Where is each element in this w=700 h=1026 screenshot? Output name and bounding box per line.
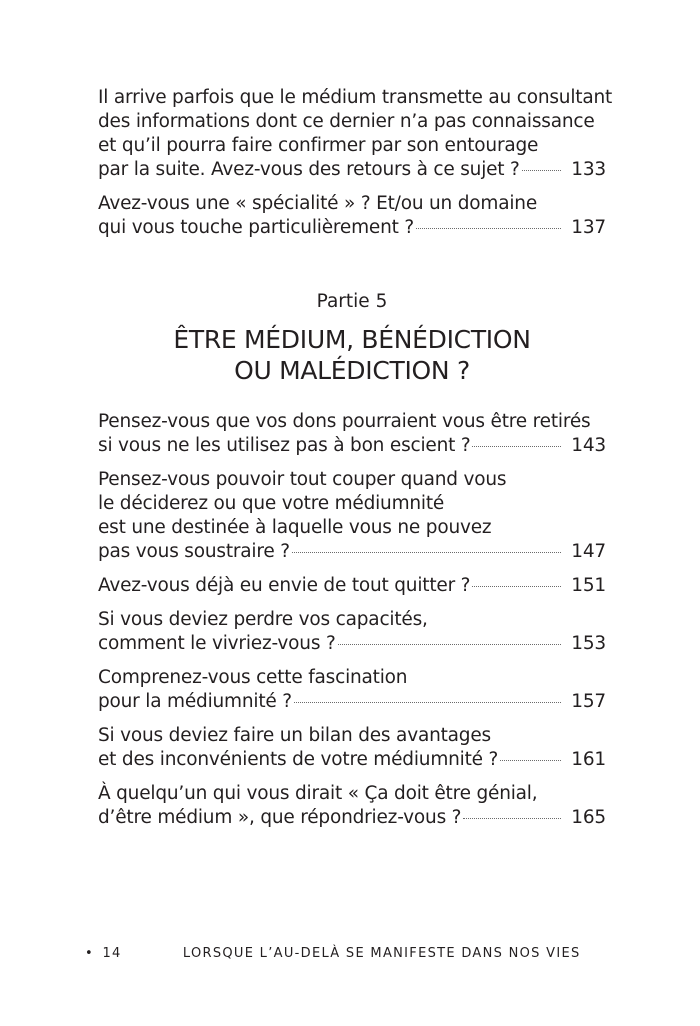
entry-last-line [98, 158, 606, 182]
entry-text-line: par la suite. Avez-vous des retours à ce sujet ? [98, 159, 520, 180]
toc-entry[interactable] [98, 608, 606, 656]
page-number: 143 [571, 435, 606, 456]
entry-text-line: Avez-vous déjà eu envie de tout quitter ? [98, 575, 471, 596]
running-title: LORSQUE L’AU-DELÀ SE MANIFESTE DANS NOS VIES [182, 946, 581, 961]
part-label: Partie 5 [316, 291, 388, 312]
dot-leader [522, 170, 562, 171]
page-footer [85, 946, 581, 961]
entry-text-line: À quelqu’un qui vous dirait « Ça doit être génial, [98, 783, 538, 804]
entry-text-line: Si vous deviez faire un bilan des avantages [98, 725, 491, 746]
toc-entry[interactable] [98, 782, 606, 830]
entry-text-line: le déciderez ou que votre médiumnité [98, 493, 445, 514]
dot-leader [294, 702, 561, 703]
entry-last-line [98, 806, 606, 830]
entry-last-line [98, 690, 606, 714]
entry-text-line: qui vous touche particulièrement ? [98, 217, 414, 238]
entry-text-line: et qu’il pourra faire confirmer par son entourage [98, 135, 539, 156]
entry-last-line [98, 632, 606, 656]
dot-leader [472, 446, 561, 447]
part-title [98, 324, 606, 386]
page-number: 137 [571, 217, 606, 238]
page-number: 165 [571, 807, 606, 828]
entry-text-line: Il arrive parfois que le médium transmette au consultant [98, 87, 613, 108]
page-number: 147 [571, 541, 606, 562]
toc-entry[interactable] [98, 468, 606, 564]
page-number: 157 [571, 691, 606, 712]
toc-entry[interactable] [98, 724, 606, 772]
entry-last-line [98, 434, 606, 458]
footer-page-number: 14 [102, 946, 122, 961]
entry-text-line: et des inconvénients de votre médiumnité ? [98, 749, 499, 770]
toc-entry[interactable] [98, 86, 613, 182]
entry-text-line: Pensez-vous pouvoir tout couper quand vous [98, 469, 507, 490]
part-title-line: OU MALÉDICTION ? [234, 356, 470, 385]
toc-entry[interactable] [98, 410, 606, 458]
entry-last-line [98, 216, 606, 240]
page-number: 151 [571, 575, 606, 596]
entry-text-line: est une destinée à laquelle vous ne pouvez [98, 517, 492, 538]
dot-leader [338, 644, 562, 645]
dot-leader [500, 760, 561, 761]
page-number: 133 [571, 159, 606, 180]
entry-text-line: pour la médiumnité ? [98, 691, 292, 712]
dot-leader [416, 228, 561, 229]
entry-text-line: pas vous soustraire ? [98, 541, 290, 562]
toc-entry[interactable] [98, 666, 606, 714]
entry-text-line: si vous ne les utilisez pas à bon escient ? [98, 435, 471, 456]
entry-text-line: comment le vivriez-vous ? [98, 633, 336, 654]
entry-last-line [98, 748, 606, 772]
part-title-line: ÊTRE MÉDIUM, BÉNÉDICTION [173, 325, 531, 354]
toc-entry[interactable] [98, 574, 606, 598]
entry-text-line: Comprenez-vous cette fascination [98, 667, 408, 688]
entry-text-line: Avez-vous une « spécialité » ? Et/ou un domaine [98, 193, 538, 214]
page-number: 161 [571, 749, 606, 770]
entry-text-line: d’être médium », que répondriez-vous ? [98, 807, 462, 828]
table-of-contents [98, 86, 613, 840]
bullet-icon: • [85, 946, 94, 961]
entry-last-line [98, 574, 606, 598]
dot-leader [292, 552, 561, 553]
dot-leader [472, 586, 561, 587]
entry-text-line: Pensez-vous que vos dons pourraient vous être retirés [98, 411, 591, 432]
entry-text-line: Si vous deviez perdre vos capacités, [98, 609, 428, 630]
entry-text-line: des informations dont ce dernier n’a pas connaissance [98, 111, 595, 132]
toc-entry[interactable] [98, 192, 606, 240]
entry-last-line [98, 540, 606, 564]
dot-leader [463, 818, 561, 819]
page-number: 153 [571, 633, 606, 654]
